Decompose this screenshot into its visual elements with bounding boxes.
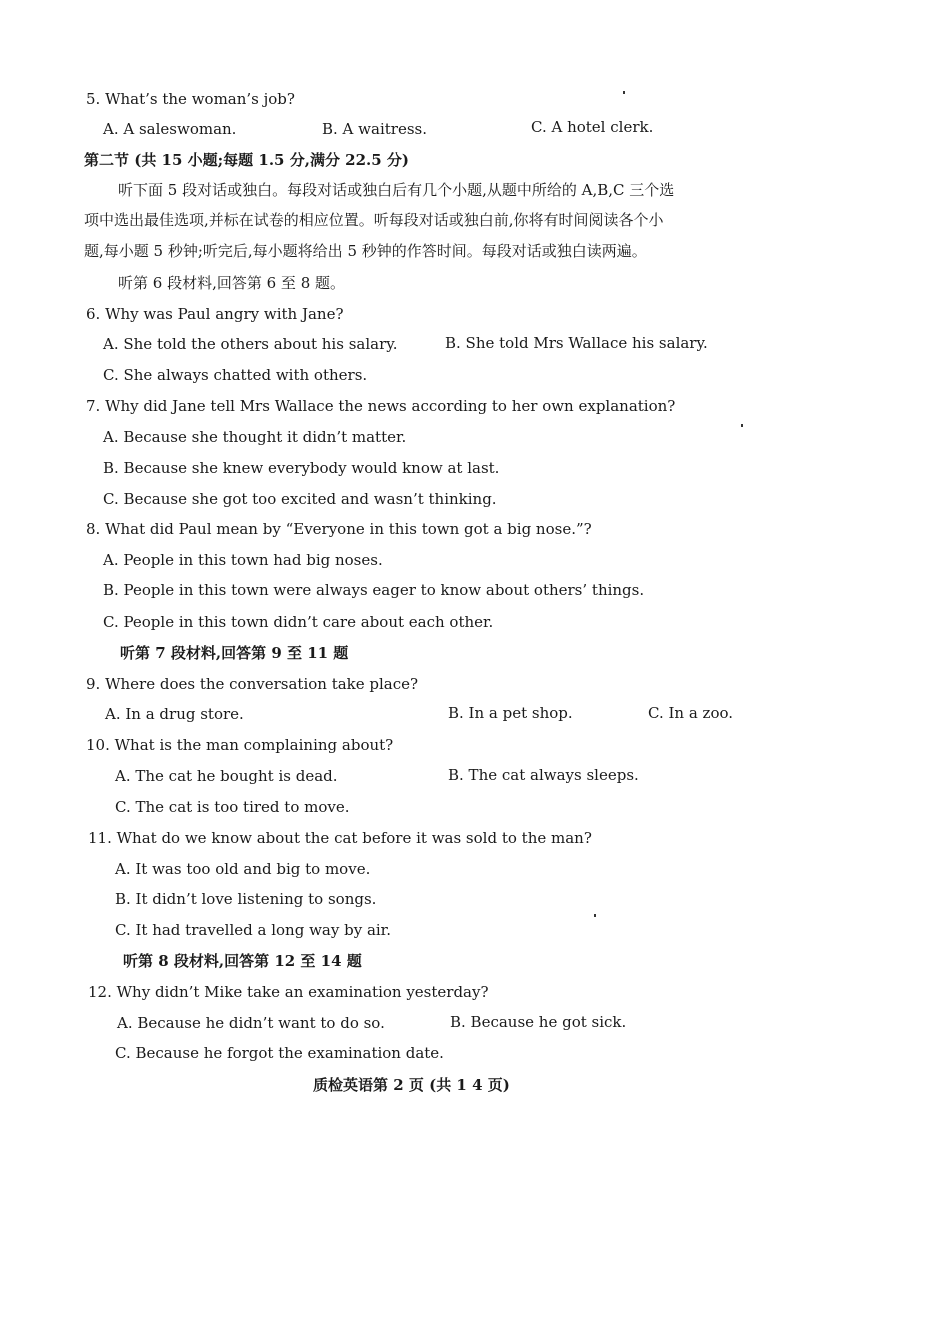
question-8-option-c: C. People in this town didn’t care about each other. — [103, 613, 494, 631]
question-11-option-a: A. It was too old and big to move. — [115, 860, 371, 878]
question-6-stem: 6. Why was Paul angry with Jane? — [86, 305, 344, 323]
scan-speck — [623, 91, 625, 94]
question-8-option-a: A. People in this town had big noses. — [103, 551, 383, 569]
scan-speck — [594, 914, 596, 917]
question-6-option-a: A. She told the others about his salary. — [103, 335, 398, 353]
question-10-option-a: A. The cat he bought is dead. — [115, 767, 338, 785]
listening-group-7-label: 听第 7 段材料,回答第 9 至 11 题 — [120, 644, 349, 662]
section-2-instructions-line-2: 项中选出最佳选项,并标在试卷的相应位置。听每段对话或独白前,你将有时间阅读各个小 — [84, 211, 664, 229]
question-5-option-a: A. A saleswoman. — [103, 120, 237, 138]
question-8-stem: 8. What did Paul mean by “Everyone in this town got a big nose.”? — [86, 520, 592, 538]
question-12-option-c: C. Because he forgot the examination date. — [115, 1044, 444, 1062]
question-9-option-a: A. In a drug store. — [105, 705, 244, 723]
section-2-instructions-line-3: 题,每小题 5 秒钟;听完后,每小题将给出 5 秒钟的作答时间。每段对话或独白读两遍。 — [84, 242, 647, 260]
question-9-stem: 9. Where does the conversation take place? — [86, 675, 419, 693]
question-5-option-c: C. A hotel clerk. — [531, 118, 654, 136]
question-9-option-b: B. In a pet shop. — [448, 704, 573, 722]
listening-group-8-label: 听第 8 段材料,回答第 12 至 14 题 — [123, 952, 362, 970]
question-7-stem: 7. Why did Jane tell Mrs Wallace the news according to her own explanation? — [86, 397, 676, 415]
question-9-option-c: C. In a zoo. — [648, 704, 734, 722]
question-8-option-b: B. People in this town were always eager to know about others’ things. — [103, 581, 645, 599]
question-12-stem: 12. Why didn’t Mike take an examination yesterday? — [88, 983, 489, 1001]
page-footer: 质检英语第 2 页 (共 1 4 页) — [313, 1076, 510, 1094]
question-12-option-a: A. Because he didn’t want to do so. — [117, 1014, 385, 1032]
scan-speck — [741, 424, 743, 427]
question-10-stem: 10. What is the man complaining about? — [86, 736, 394, 754]
section-2-heading: 第二节 (共 15 小题;每题 1.5 分,满分 22.5 分) — [84, 151, 410, 169]
question-6-option-b: B. She told Mrs Wallace his salary. — [445, 334, 708, 352]
question-5-option-b: B. A waitress. — [322, 120, 427, 138]
question-11-option-b: B. It didn’t love listening to songs. — [115, 890, 377, 908]
question-12-option-b: B. Because he got sick. — [450, 1013, 627, 1031]
question-11-stem: 11. What do we know about the cat before it was sold to the man? — [88, 829, 592, 847]
question-10-option-b: B. The cat always sleeps. — [448, 766, 639, 784]
question-7-option-b: B. Because she knew everybody would know at last. — [103, 459, 500, 477]
question-7-option-c: C. Because she got too excited and wasn’t thinking. — [103, 490, 497, 508]
question-11-option-c: C. It had travelled a long way by air. — [115, 921, 391, 939]
question-7-option-a: A. Because she thought it didn’t matter. — [103, 428, 407, 446]
question-6-option-c: C. She always chatted with others. — [103, 366, 368, 384]
question-5-stem: 5. What’s the woman’s job? — [86, 90, 295, 108]
section-2-instructions-line-1: 听下面 5 段对话或独白。每段对话或独白后有几个小题,从题中所给的 A,B,C 三个选 — [118, 181, 675, 199]
question-10-option-c: C. The cat is too tired to move. — [115, 798, 350, 816]
listening-group-6-label: 听第 6 段材料,回答第 6 至 8 题。 — [118, 274, 346, 292]
